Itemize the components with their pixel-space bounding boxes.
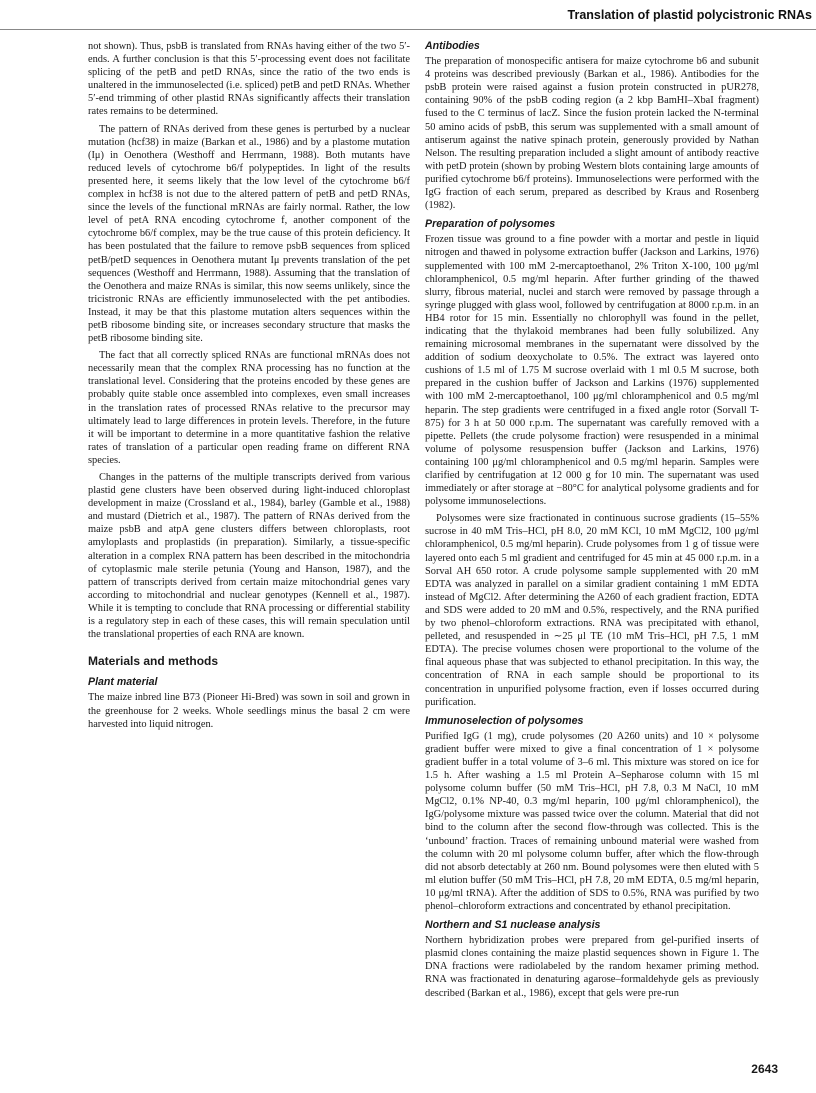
subsection-heading: Plant material (88, 676, 158, 689)
paragraph: Changes in the patterns of the multiple transcripts derived from various plastid gene clusters have been observed during light-induced chloroplast development in maize (Crossland et al., 1984), barley (Gamble et al., 1988) and mustard (Dietrich et al., 1987). The pattern of RNAs derived from the maize psbB and atpA gene clusters differs between chloroplasts, root amyloplasts and proplastids (in preparation). Similarly, a tissue-specific alteration in a complex RNA pattern has been described in the mitochondria of cytoplasmic male sterile petunia (Young and Hanson, 1987), and the pattern of transcripts derived from certain maize mitochondrial genes vary according to mitochondrial and nuclear genotypes (Kennell et al., 1987). While it is tempting to conclude that RNA processing or differential stability is a regulatory step in each of these cases, this will remain speculation until the translational properties of each RNA are known. (88, 472, 410, 641)
subsection-heading: Antibodies (425, 40, 480, 52)
paragraph: Polysomes were size fractionated in continuous sucrose gradients (15–55% sucrose in 40 mM Tris–HCl, pH 8.0, 20 mM KCl, 10 mM MgCl2, 100 μg/ml chloramphenicol, 0.5 mg/ml heparin). Crude polysomes from 1 g of tissue were layered onto each 5 ml gradient and centrifuged for 45 min at 45 000 r.p.m. in a Sorval AH 650 rotor. A crude polysome sample supplemented with 20 mM EDTA was analyzed in parallel on a similar gradient containing 1 mM EDTA instead of MgCl2. After determining the A260 of each gradient fraction, EDTA and SDS were added to 20 mM and 0.5%, respectively, and the RNA purified by two phenol–chloroform extractions. RNA was precipitated with ethanol, pelleted, and resuspended in ∼25 μl TE (10 mM Tris–HCl, pH 7.5, 1 mM EDTA). The precise volumes chosen were proportional to the volume of the final aqueous phase that was subjected to ethanol precipitation. In this way, the concentration of RNA in each sample should be proportional to its concentration in unpurified polysome fraction, even if losses occurred during purification. (425, 513, 759, 708)
paragraph: The maize inbred line B73 (Pioneer Hi-Bred) was sown in soil and grown in the greenhouse for 2 weeks. Whole seedlings minus the basal 2 cm were harvested into liquid nitrogen. (88, 692, 410, 730)
paragraph: Purified IgG (1 mg), crude polysomes (20 A260 units) and 10 × polysome gradient buffer were mixed to give a final concentration of 1 × polysome gradient buffer in a total volume of 3–6 ml. This mixture was stored on ice for 1.5 h. After washing a 1.5 ml Protein A–Sepharose column with 15 ml polysome column buffer (50 mM Tris–HCl, pH 7.8, 0.3 M NaCl, 10 mM MgCl2, 0.1% NP-40, 0.3 mg/ml heparin, 100 μg/ml chloramphenicol), the IgG/polysome mixture was passed twice over the column. Material that did not bind to the column after the second flow-through was collected. This is the ‘unbound’ fraction. Traces of remaining unbound material were washed from the column with 20 ml polysome column buffer, after which the flow-through did not absorb detectably at 260 nm. Bound polysomes were then eluted with 5 ml elution buffer (50 mM Tris–HCl, pH 7.8, 20 mM EDTA, 0.5 mg/ml heparin, 10 μg/ml tRNA). After the addition of SDS to 0.5%, RNA was purified by two phenol–chloroform extractions and concentrated by ethanol precipitation. (425, 730, 759, 912)
page-number: 2643 (751, 1062, 778, 1076)
subsection-heading: Immunoselection of polysomes (425, 714, 584, 727)
right-column (425, 40, 759, 1004)
paragraph: The fact that all correctly spliced RNAs are functional mRNAs does not necessarily mean that the complex RNA processing has no function at the translational level. Considering that the proteins encoded by these genes are probably quite stable once assembled into complexes, even small increases in the translation rates of processed RNAs relative to the precursor may ultimately lead to large differences in protein levels. Therefore, in the future it will be important to determine in a more quantitative fashion the relative rates of translation of a particular open reading frame on different RNA species. (88, 350, 410, 466)
subsection-heading: Northern and S1 nuclease analysis (425, 919, 601, 932)
paragraph: The pattern of RNAs derived from these genes is perturbed by a nuclear mutation (hcf38) in maize (Barkan et al., 1986) and by a plastome mutation (Iμ) in Oenothera (Westhoff and Herrmann, 1988). Both mutants have reduced levels of cytochrome b6/f polypeptides. In light of the results presented here, it seems likely that the low level of the cytochrome b6/f complex in hcf38 is not due to the altered pattern of petB and petD RNAs, since the levels of the functional mRNAs are fairly normal. Rather, the low level of petA RNA encoding cytochrome f, another component of the cytochrome b6/f complex, may be the true cause of this protein deficiency. It has been postulated that the failure to remove psbB sequences from spliced petB/petD sequences in Oenothera mutant Iμ prevents translation of the pet sequences (Westhoff and Herrmann, 1988). Assuming that the translation of the Oenothera and maize RNAs is similar, this now seems unlikely, since the tricistronic RNAs are efficiently immunoselected with the pet antibodies. Instead, it may be that this plastome mutation alters sequences within the petB ribosome binding site, or increases secondary structure that masks the petB ribosome binding site. (88, 123, 410, 345)
header-divider (0, 29, 816, 30)
left-column (88, 40, 410, 735)
paragraph: Frozen tissue was ground to a fine powder with a mortar and pestle in liquid nitrogen and thawed in polysome extraction buffer (Jackson and Larkins, 1976) supplemented with 100 mM 2-mercaptoethanol, 2% Triton X-100, 100 μg/ml chloramphenicol, 0.5 mg/ml heparin. After further grinding of the thawed slurry, fibrous material, nuclei and starch were removed by passage through a syringe plugged with glass wool, followed by centrifugation at 8000 r.p.m. in an HB4 rotor for 15 min. Essentially no chlorophyll was found in the pellet, indicating that the thylakoid membranes had been fully solubilized. Any remaining microsomal membranes in the supernatant were dissolved by the addition of sodium deoxycholate to 0.5%. The extract was layered onto cushions of 1.5 ml of 1.75 M sucrose overlaid with 1 ml 0.5 M sucrose, both prepared in the cushion buffer of Jackson and Larkins (1976) supplemented with 100 mM 2-mercaptoethanol, 100 μg/ml chloramphenicol and 0.5 mg/ml heparin. The step gradients were centrifuged in a fixed angle rotor (Sorvall T-875) for 3 h at 50 000 r.p.m. The supernatant was carefully removed with a pipette. Pellets (the crude polysome fraction) were resuspended in a minimal volume of polysome resuspension buffer (Jackson and Larkins, 1976) containing 100 μg/ml chloramphenicol and 0.5 mg/ml heparin. Samples were clarified by centrifugation at 12 000 g for 10 min. The supernatant was used immediately or after storage at −80°C for analytical polysome gradients and for polysome immunoselections. (425, 234, 759, 508)
paragraph: The preparation of monospecific antisera for maize cytochrome b6 and subunit 4 proteins was described previously (Barkan et al., 1986). Antibodies for the psbB protein were raised against a fusion protein constructed in pUR278, containing 90% of the psbB coding region (a 2 kbp BamHI–XbaI fragment) fused to the C terminus of lacZ. Since the fusion protein lacked the N-terminal 50 amino acids of psbB, this serum was supplemented with a small amount of antiserum against the native spinach protein, generously provided by Nathan Nelson. The resulting preparation included a slight amount of antibody reactive with petD protein (shown by probing Western blots containing large amounts of purified cytochrome b6/f proteins). Immunoselections were performed with the IgG fraction of each serum, prepared as described by Kraus and Rosenberg (1982). (425, 56, 759, 212)
paragraph: not shown). Thus, psbB is translated from RNAs having either of the two 5′-ends. A further conclusion is that this 5′-processing event does not facilitate splicing of the petB and petD RNAs, since the ratio of the two ends is unaltered in the immunoselected (i.e. spliced) petB and petD RNAs. Whether 5′-end trimming of other plastid RNAs significantly affects their translation rates remains to be determined. (88, 41, 410, 118)
section-title: Materials and methods (88, 654, 219, 669)
running-title: Translation of plastid polycistronic RNAs (567, 8, 812, 22)
paragraph: Northern hybridization probes were prepared from gel-purified inserts of plasmid clones containing the maize plastid sequences shown in Figure 1. The DNA fractions were radiolabeled by the random hexamer priming method. RNA was fractionated in denaturing agarose–formaldehyde gels as previously described (Barkan et al., 1986), except that gels were pre-run (425, 935, 759, 999)
subsection-heading: Preparation of polysomes (425, 218, 556, 231)
